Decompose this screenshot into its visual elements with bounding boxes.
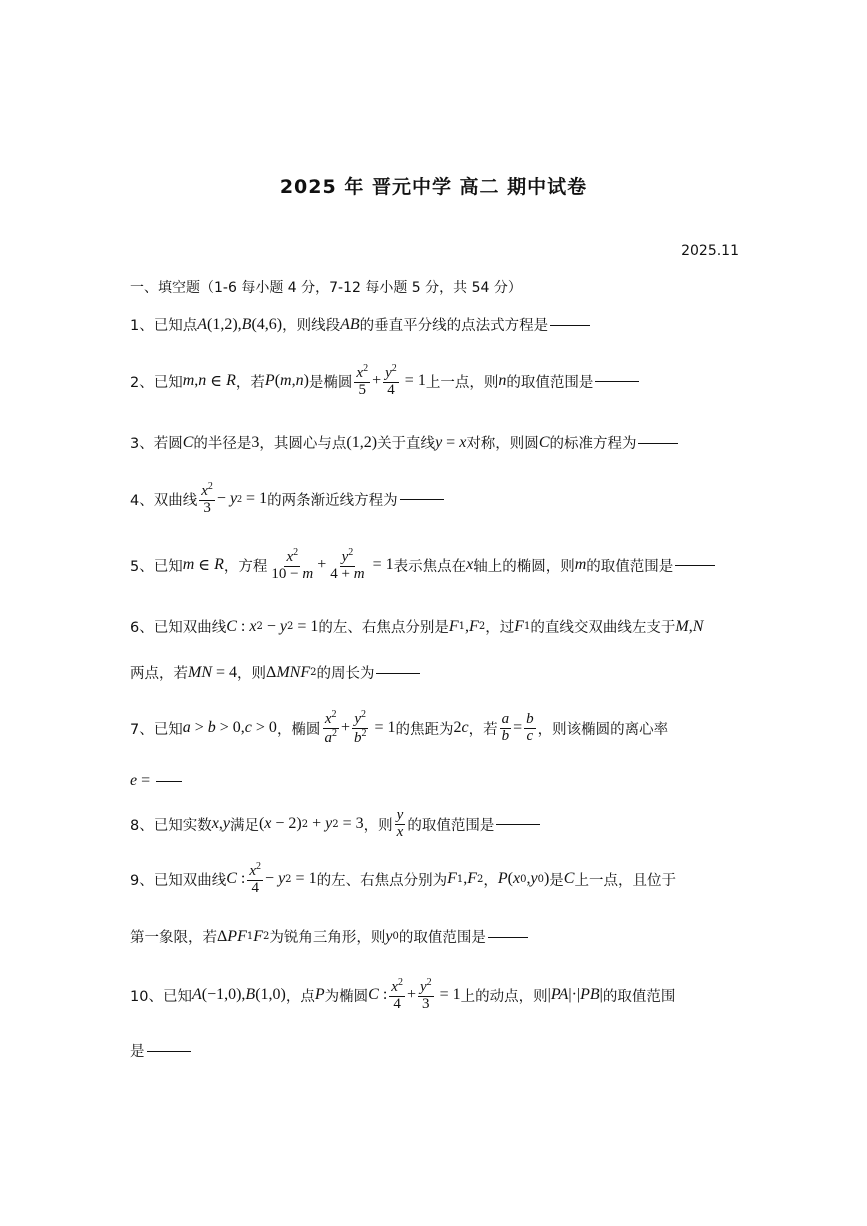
fraction: $\frac{y}{x}$ bbox=[396, 807, 404, 840]
question-6: 6、 已知双曲线 C : x 2 − y 2 = 1 的左、右焦点分别是 F 1 , F 2 ，过 F 1 的直线交双曲线左支于 M , N bbox=[130, 617, 704, 636]
answer-blank[interactable] bbox=[156, 780, 182, 782]
question-10: 10、 已知 A (−1,0), B (1,0) ，点 P 为椭圆 C : $\frac{x^2}{4}$ + $\frac{y^2}{3}$ = 1 上的动点，则 | PA |·| PB | 的取值范围 bbox=[130, 977, 676, 1012]
question-4: 4、 双曲线 $\frac{x^2}{3}$ − y 2 = 1 的两条渐近线方程为 bbox=[130, 482, 740, 517]
answer-blank[interactable] bbox=[400, 498, 444, 500]
fraction: $\frac{x^2}{10 - m}$ bbox=[271, 547, 314, 582]
answer-blank[interactable] bbox=[638, 442, 678, 444]
fraction: $\frac{x^2}{3}$ bbox=[201, 481, 213, 516]
question-9: 9、 已知双曲线 C : $\frac{x^2}{4}$ − y 2 = 1 的左、右焦点分别为 F 1 , F 2 ， P ( x 0 , y 0 ) 是 C 上一点，且位于 bbox=[130, 861, 676, 896]
fraction: $\frac{x^2}{4}$ bbox=[391, 977, 403, 1012]
answer-blank[interactable] bbox=[550, 324, 590, 326]
question-3: 3、 若圆 C 的半径是 3 ，其圆心与点 (1,2) 关于直线 y = x 对称，则圆 C 的标准方程为 bbox=[130, 432, 740, 453]
formula: A bbox=[197, 315, 208, 333]
question-8: 8、 已知实数 x , y 满足 ( x − 2) 2 + y 2 = 3 ，则 $\frac{y}{x}$ 的取值范围是 bbox=[130, 808, 740, 841]
answer-blank[interactable] bbox=[496, 823, 540, 825]
exam-title: 2025 年 晋元中学 高二 期中试卷 bbox=[279, 176, 588, 198]
fraction: $\frac{y^2}{4 + m}$ bbox=[330, 547, 365, 582]
exam-date: 2025.11 bbox=[681, 243, 739, 259]
fraction: $\frac{x^2}{4}$ bbox=[249, 861, 262, 896]
question-5: 5、 已知 m ∈ R ，方程 $\frac{x^2}{10 - m}$ + $\frac{y^2}{4 + m}$ = 1 表示焦点在 x 轴上的椭圆，则 m 的取值范围是 bbox=[130, 548, 740, 583]
answer-blank[interactable] bbox=[595, 380, 639, 382]
answer-blank[interactable] bbox=[488, 936, 528, 938]
fraction: $\frac{a}{b}$ bbox=[501, 711, 510, 744]
question-10-continued: 是 bbox=[130, 1040, 740, 1061]
question-7: 7、 已知 a > b > 0, c > 0 ，椭圆 $\frac{x^2}{a^2}$ + $\frac{y^2}{b^2}$ = 1 的焦距为 2 c ，若 $\frac{a}{b}$ = $\frac{b}{c}$ ，则该椭圆的离心率 bbox=[130, 709, 669, 746]
question-7-continued: e = bbox=[130, 772, 740, 790]
question-2: 2、 已知 m , n ∈ R ，若 P ( m , n ) 是椭圆 $\frac{x^2}{5}$ + $\frac{y^2}{4}$ = 1 上一点，则 n 的取值范围是 bbox=[130, 364, 740, 399]
question-9-continued: 第一象限，若 Δ PF 1 F 2 为锐角三角形，则 y 0 的取值范围是 bbox=[130, 926, 740, 947]
fraction: $\frac{x^2}{a^2}$ bbox=[324, 709, 337, 746]
fraction: $\frac{x^2}{5}$ bbox=[356, 363, 369, 398]
fraction: $\frac{y^2}{3}$ bbox=[419, 977, 432, 1012]
answer-blank[interactable] bbox=[376, 672, 420, 674]
answer-blank[interactable] bbox=[675, 564, 715, 566]
answer-blank[interactable] bbox=[147, 1050, 191, 1052]
question-1: 1、 已知点 A (1,2), B (4,6) ，则线段 AB 的垂直平分线的点法式方程是 bbox=[130, 314, 740, 335]
fraction: $\frac{b}{c}$ bbox=[526, 711, 534, 744]
question-6-continued: 两点，若 MN = 4 ，则 Δ MNF 2 的周长为 bbox=[130, 662, 740, 683]
fraction: $\frac{y^2}{4}$ bbox=[385, 363, 397, 398]
fraction: $\frac{y^2}{b^2}$ bbox=[353, 709, 367, 746]
section-heading: 一、填空题（1-6 每小题 4 分，7-12 每小题 5 分，共 54 分） bbox=[130, 280, 522, 296]
